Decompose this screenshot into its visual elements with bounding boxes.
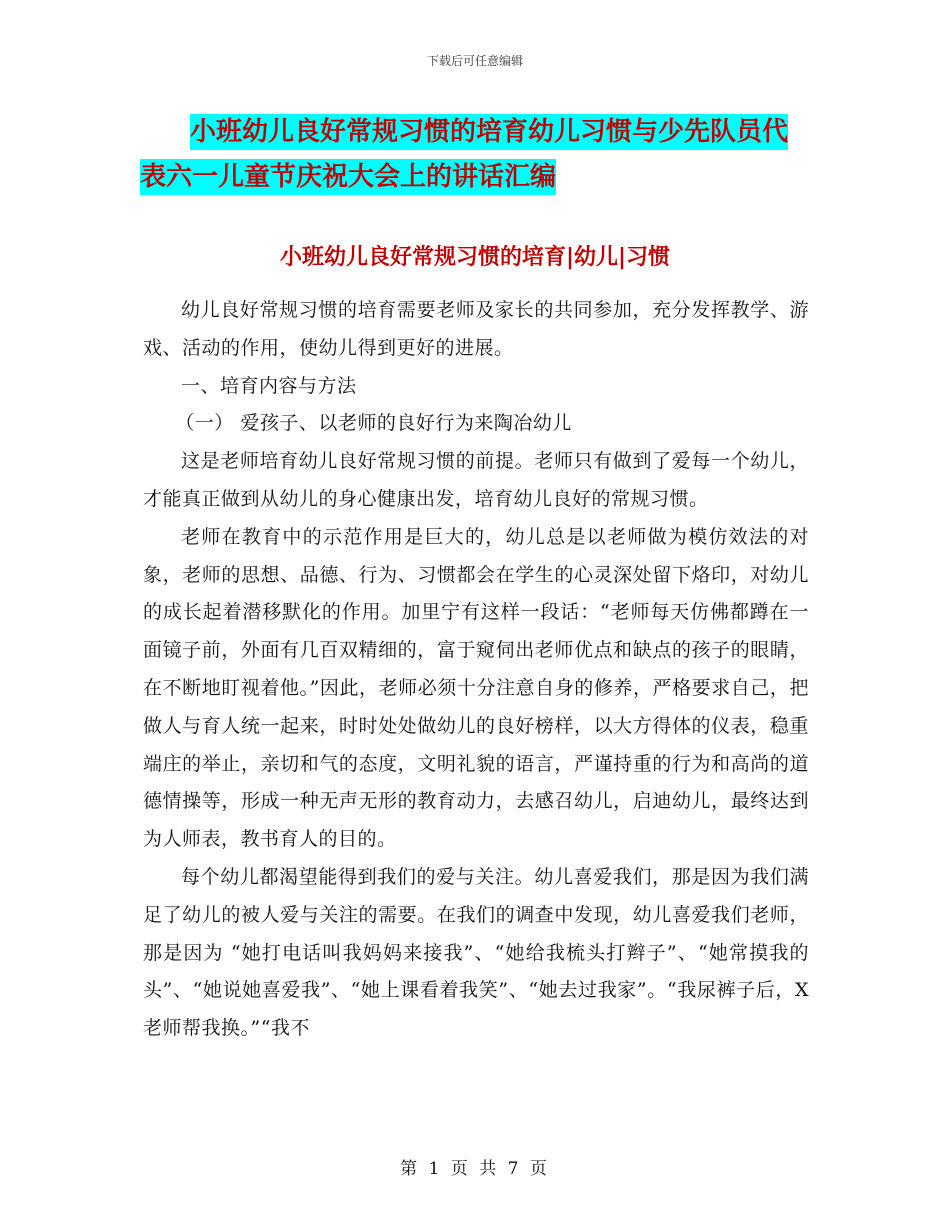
document-title-line-2: 表六一儿童节庆祝大会上的讲话汇编: [140, 159, 556, 195]
paragraph-teacher-example: 老师在教育中的示范作用是巨大的，幼儿总是以老师做为模仿效法的对象，老师的思想、品德、行为、习惯都会在学生的心灵深处留下烙印，对幼儿的成长起着潜移默化的作用。加里宁有这样一段话：“老师每天仿佛都蹲在一面镜子前，外面有几百双精细的，富于窥伺出老师优点和缺点的孩子的眼睛，在不断地盯视着他。”因此，老师必须十分注意自身的修养，严格要求自己，把做人与育人统一起来，时时处处做幼儿的良好榜样，以大方得体的仪表，稳重端庄的举止，亲切和气的态度，文明礼貌的语言，严谨持重的行为和高尚的道德情操等，形成一种无声无形的教育动力，去感召幼儿，启迪幼儿，最终达到为人师表，教书育人的目的。: [143, 525, 809, 851]
document-title-line-1: 小班幼儿良好常规习惯的培育幼儿习惯与少先队员代: [190, 114, 788, 150]
paragraph-intro: 幼儿良好常规习惯的培育需要老师及家长的共同参加，充分发挥教学、游戏、活动的作用，使幼儿得到更好的进展。: [143, 299, 809, 359]
paragraph-children-love: 每个幼儿都渴望能得到我们的爱与关注。幼儿喜爱我们，那是因为我们满足了幼儿的被人爱与关注的需要。在我们的调查中发现，幼儿喜爱我们老师，那是因为 “她打电话叫我妈妈来接我”、“她给我梳头打辫子”、“她常摸我的头”、“她说她喜爱我”、“她上课看着我笑”、“她去过我家”。“我尿裤子后，X老师帮我换。”“我不: [143, 865, 809, 1040]
article-body: [143, 292, 809, 1048]
subheading-love-children: （一） 爱孩子、以老师的良好行为来陶冶幼儿: [175, 412, 572, 435]
page-header-note: 下载后可任意编辑: [426, 54, 523, 68]
document-title: [140, 110, 830, 200]
section-title: 小班幼儿良好常规习惯的培育|幼儿|习惯: [279, 245, 671, 270]
heading-methods: 一、培育内容与方法: [181, 374, 357, 397]
paragraph-premise: 这是老师培育幼儿良好常规习惯的前提。老师只有做到了爱每一个幼儿，才能真正做到从幼儿的身心健康出发，培育幼儿良好的常规习惯。: [143, 450, 809, 510]
page-number: 第 1 页 共 7 页: [400, 1159, 550, 1179]
